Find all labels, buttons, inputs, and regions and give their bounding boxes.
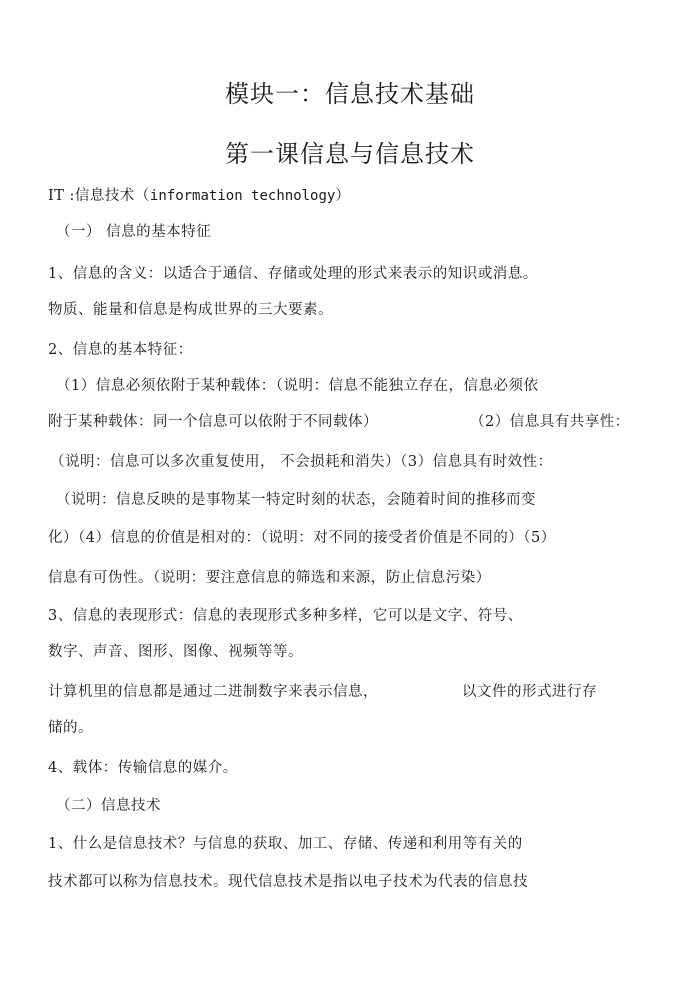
paragraph-line-12a: 计算机里的信息都是通过二进制数字来表示信息， bbox=[48, 684, 378, 700]
paragraph-line-3: 2、信息的基本特征： bbox=[48, 342, 193, 358]
paragraph-line-5b: （2）信息具有共享性： bbox=[470, 414, 630, 430]
paragraph-line-11: 数字、声音、图形、图像、视频等等。 bbox=[48, 644, 303, 660]
paragraph-line-7: （说明：信息反映的是事物某一特定时刻的状态，会随着时间的推移而变 bbox=[56, 492, 536, 508]
paragraph-line-4: （1）信息必须依附于某种载体：（说明：信息不能独立存在，信息必须依 bbox=[56, 378, 539, 394]
paragraph-line-13: 储的。 bbox=[48, 720, 93, 736]
lesson-title: 第一课信息与信息技术 bbox=[225, 140, 475, 168]
paragraph-line-1: 1、信息的含义：以适合于通信、存储或处理的形式来表示的知识或消息。 bbox=[48, 266, 538, 282]
it-english-term: information technology bbox=[149, 188, 336, 204]
it-prefix: IT :信息技术（ bbox=[48, 188, 150, 204]
paragraph-line-8: 化）（4）信息的价值是相对的：（说明：对不同的接受者价值是不同的）（5） bbox=[48, 530, 556, 546]
paragraph-line-5a: 附于某种载体：同一个信息可以依附于不同载体） bbox=[48, 414, 378, 430]
paragraph-line-12b: 以文件的形式进行存 bbox=[462, 684, 597, 700]
section-heading-1: （一） 信息的基本特征 bbox=[56, 224, 212, 240]
paragraph-line-16: 技术都可以称为信息技术。现代信息技术是指以电子技术为代表的信息技 bbox=[48, 874, 528, 890]
paragraph-line-2: 物质、能量和信息是构成世界的三大要素。 bbox=[48, 302, 333, 318]
it-definition-line bbox=[48, 184, 350, 205]
paragraph-line-9: 信息有可伪性。（说明：要注意信息的筛选和来源，防止信息污染） bbox=[48, 570, 491, 586]
paragraph-line-14: 4、载体：传输信息的媒介。 bbox=[48, 760, 238, 776]
paragraph-line-10: 3、信息的表现形式：信息的表现形式多种多样，它可以是文字、符号、 bbox=[48, 608, 523, 624]
it-suffix: ） bbox=[335, 188, 351, 204]
paragraph-line-6: （说明：信息可以多次重复使用， 不会损耗和消失）（3）信息具有时效性： bbox=[50, 454, 553, 470]
section-heading-2: （二）信息技术 bbox=[56, 798, 161, 814]
module-title: 模块一：信息技术基础 bbox=[225, 80, 475, 108]
paragraph-line-15: 1、什么是信息技术？与信息的获取、加工、存储、传递和利用等有关的 bbox=[48, 836, 523, 852]
